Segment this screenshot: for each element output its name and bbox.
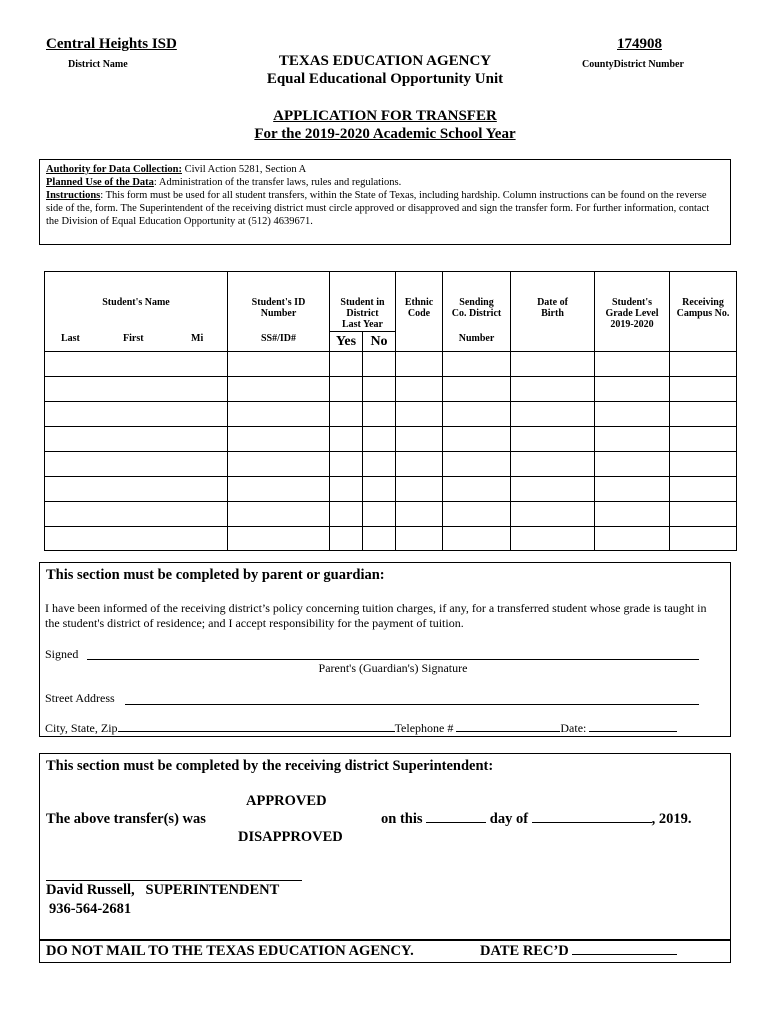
parent-section [39,562,731,737]
county-number-value: 174908 [617,36,662,52]
telephone-line[interactable] [456,731,560,732]
county-number-label: CountyDistrict Number [582,59,684,70]
table-row[interactable] [45,477,737,502]
city-row [45,721,677,736]
sending-district-header: Sending Co. District Number [443,272,511,352]
student-name-header: Student's Name Last First Mi [45,272,228,352]
student-table [44,271,737,551]
superintendent-heading: This section must be completed by the receiving district Superintendent: [46,758,494,774]
district-name-label: District Name [68,59,128,70]
table-row[interactable] [45,452,737,477]
approved-option[interactable]: APPROVED [246,793,327,809]
city-line[interactable] [118,731,395,732]
no-label: No [370,334,388,349]
parent-statement: I have been informed of the receiving district’s policy concerning tuition charges, if any, for a transferred student whose grade is taught in the student's district of residence; and I accept responsibility for the payment of tuition. [45,601,707,630]
grade-level-header: Student's Grade Level 2019-2020 [595,272,670,352]
year-label: , 2019. [651,811,692,827]
superintendent-section [39,753,731,940]
planned-use-label: Planned Use of the Data [46,177,154,188]
table-row[interactable] [45,502,737,527]
yes-label: Yes [330,332,363,351]
do-not-mail-notice: DO NOT MAIL TO THE TEXAS EDUCATION AGENCY. [46,943,414,959]
student-id-header: Student's ID Number SS#/ID# [228,272,330,352]
authority-box [39,159,731,245]
footer-box [39,940,731,963]
parent-heading: This section must be completed by parent or guardian: [46,567,385,583]
city-label: City, State, Zip [45,721,118,735]
date-received [480,943,677,960]
signed-label: Signed [45,647,79,661]
date-received-label: DATE REC’D [480,943,569,959]
on-this-label: on this [381,811,423,827]
signature-line[interactable] [87,659,699,660]
authority-text: Civil Action 5281, Section A [182,164,307,175]
ethnic-code-header: Ethnic Code [396,272,443,352]
dob-header: Date of Birth [511,272,595,352]
date-of-decision [381,811,692,828]
day-of-label: day of [489,811,529,827]
superintendent-signature-line[interactable] [46,880,302,881]
street-label: Street Address [45,691,115,705]
agency-name: TEXAS EDUCATION AGENCY [278,53,492,69]
authority-label: Authority for Data Collection: [46,164,182,175]
month-line[interactable] [532,822,652,823]
date-received-line[interactable] [572,954,677,955]
superintendent-phone: 936-564-2681 [49,901,132,917]
instructions-text: : This form must be used for all student transfers, within the State of Texas, including hardship. Column instructions can be found on the reverse side of the, form. The Superintendent of the receiving district must circle approved or disapproved and sign the transfer form. For further information, contact the Division of Equal Education Opportunity at (512) 4639671. [46,190,710,227]
signature-caption: Parent's (Guardian's) Signature [318,661,468,675]
table-row[interactable] [45,427,737,452]
telephone-label: Telephone # [394,721,454,735]
campus-header: Receiving Campus No. [670,272,737,352]
instructions-label: Instructions [46,190,101,201]
form-title: APPLICATION FOR TRANSFER [273,108,497,124]
transfer-was-label: The above transfer(s) was [46,811,206,827]
disapproved-option[interactable]: DISAPPROVED [238,829,343,845]
form-subtitle: For the 2019-2020 Academic School Year [254,126,516,142]
table-row[interactable] [45,527,737,551]
day-line[interactable] [426,822,486,823]
planned-use-text: : Administration of the transfer laws, rules and regulations. [153,177,402,188]
table-header-row [45,272,737,352]
date-label: Date: [560,721,587,735]
table-row[interactable] [45,352,737,377]
table-row[interactable] [45,402,737,427]
date-line[interactable] [589,731,677,732]
table-row[interactable] [45,377,737,402]
street-line[interactable] [125,704,699,705]
district-name-value: Central Heights ISD [46,36,177,52]
superintendent-name: David Russell, SUPERINTENDENT [46,882,280,898]
in-district-header: Student in District Last Year Yes No [330,272,396,352]
agency-unit: Equal Educational Opportunity Unit [266,71,504,87]
